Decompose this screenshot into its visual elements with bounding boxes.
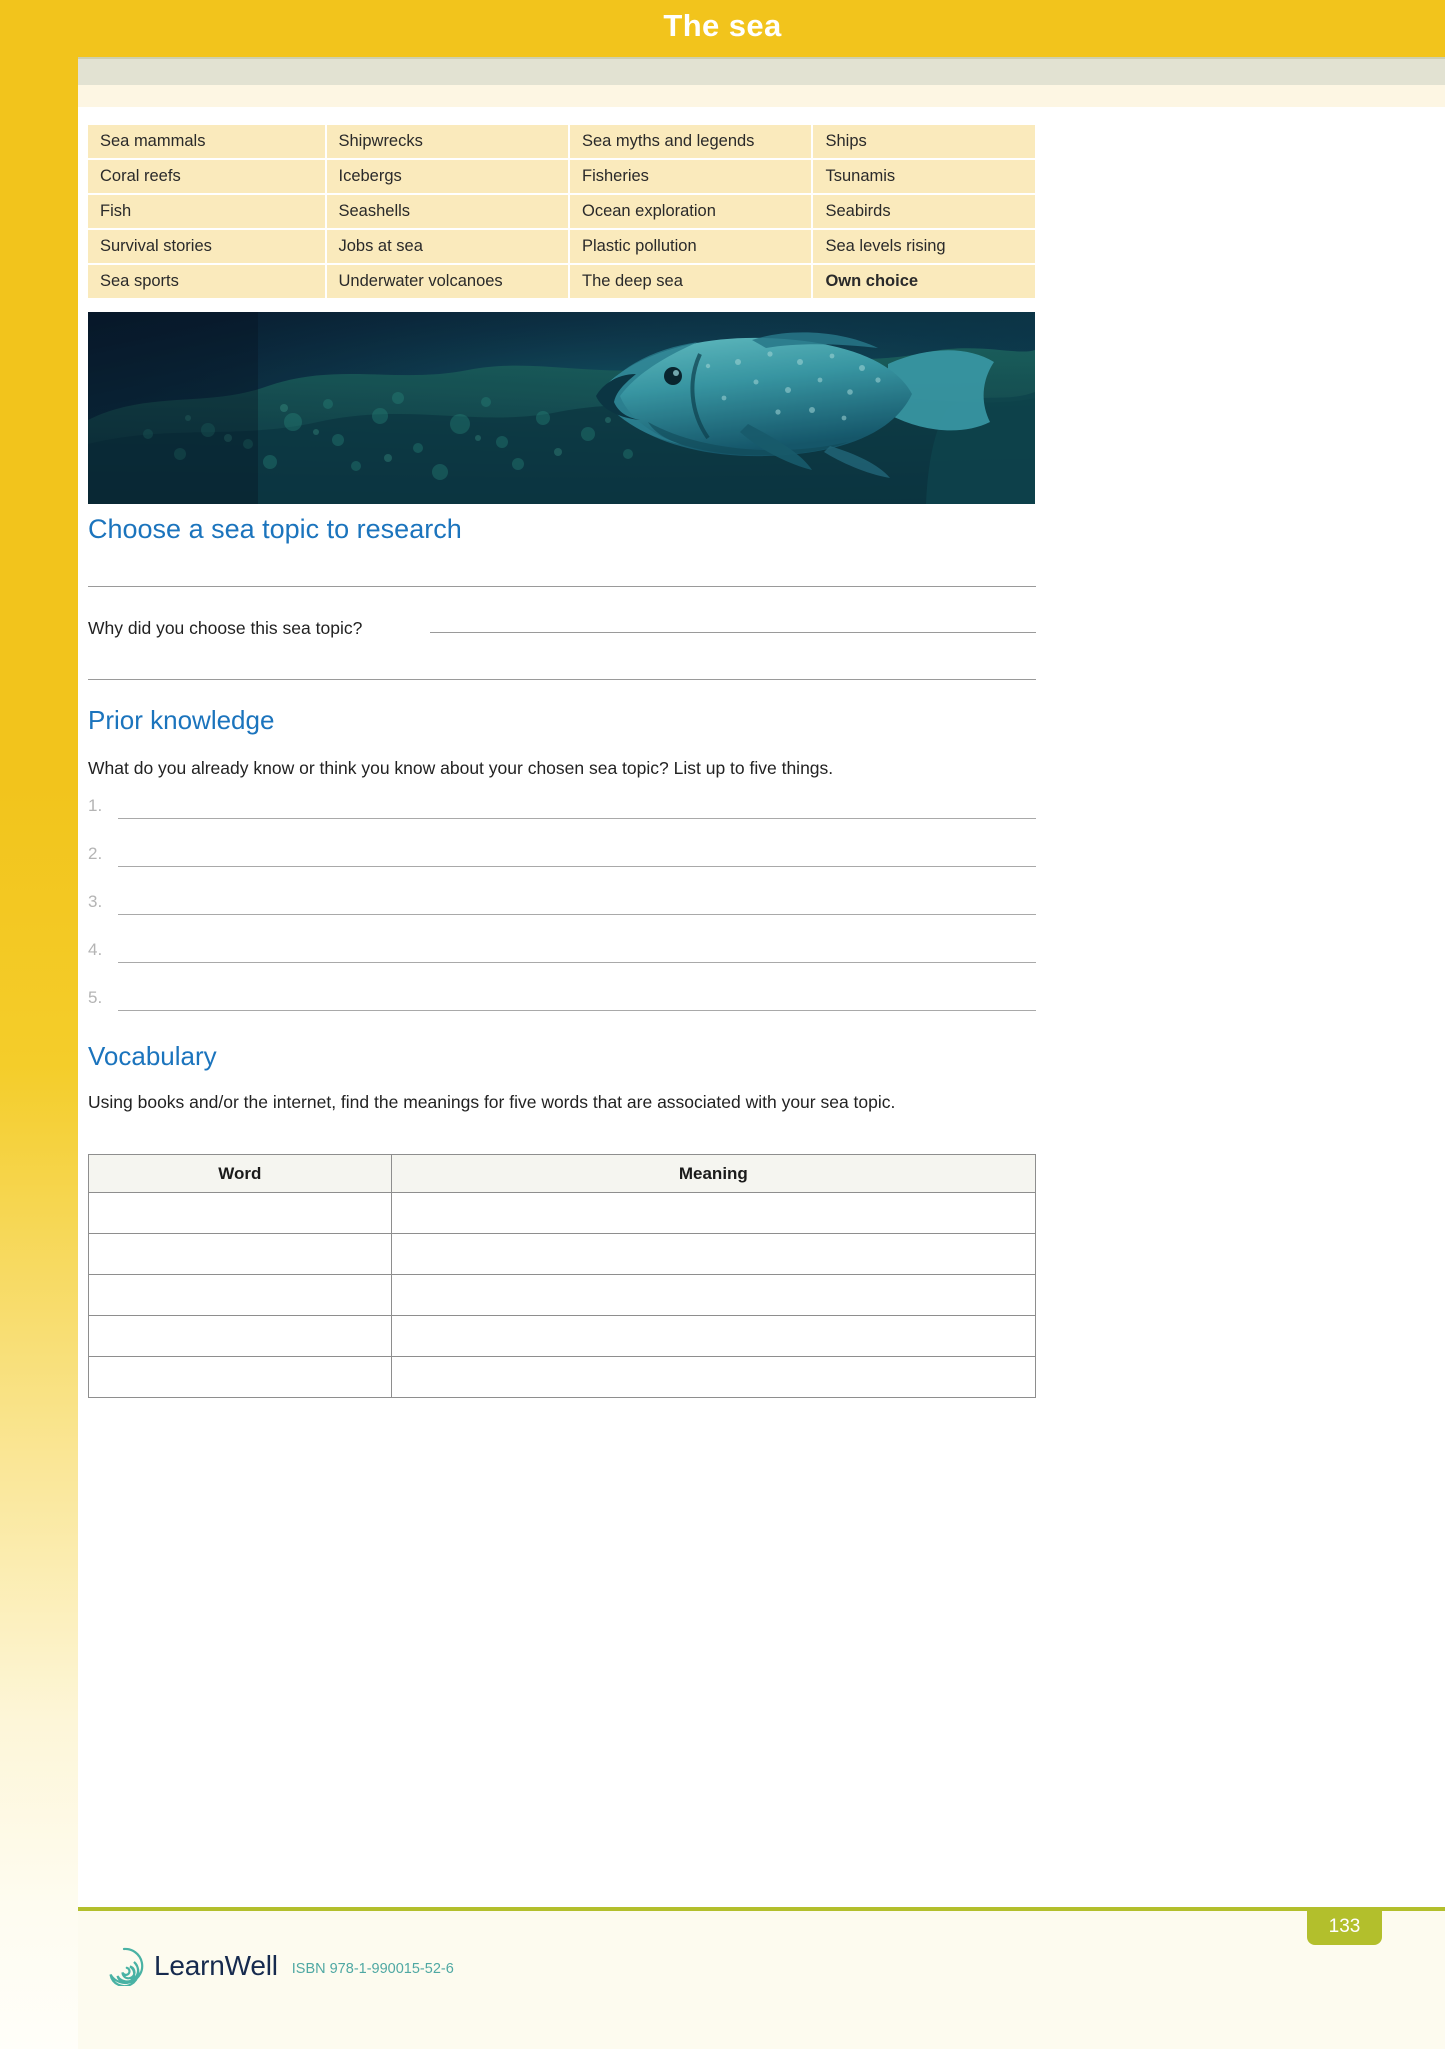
heading-vocabulary: Vocabulary xyxy=(88,1041,217,1071)
topic-cell[interactable]: Sea mammals xyxy=(88,125,325,158)
topic-cell[interactable]: Coral reefs xyxy=(88,160,325,193)
topic-cell[interactable]: Sea levels rising xyxy=(813,230,1035,263)
topic-cell[interactable]: Underwater volcanoes xyxy=(327,265,568,298)
topic-cell[interactable]: Seabirds xyxy=(813,195,1035,228)
topic-cell[interactable]: Survival stories xyxy=(88,230,325,263)
column-header-meaning: Meaning xyxy=(391,1155,1035,1193)
line-number: 1. xyxy=(88,796,103,815)
topic-row xyxy=(88,160,1035,193)
topic-cell[interactable]: Icebergs xyxy=(327,160,568,193)
topic-grid xyxy=(88,125,1035,300)
vocabulary-table xyxy=(88,1154,1036,1398)
answer-rule-inline[interactable] xyxy=(430,632,1036,633)
page-number-badge: 133 xyxy=(1307,1911,1382,1945)
topic-cell[interactable]: Fisheries xyxy=(570,160,811,193)
table-row xyxy=(89,1316,1036,1357)
vocabulary-word-cell[interactable] xyxy=(89,1234,392,1275)
question-why-chose-topic: Why did you choose this sea topic? xyxy=(88,618,363,638)
topic-cell[interactable]: Ships xyxy=(813,125,1035,158)
write-on-line[interactable] xyxy=(118,962,1036,963)
write-on-line[interactable] xyxy=(118,1010,1036,1011)
topic-cell[interactable]: Shipwrecks xyxy=(327,125,568,158)
write-on-line[interactable] xyxy=(118,914,1036,915)
topic-row xyxy=(88,125,1035,158)
topic-cell[interactable]: The deep sea xyxy=(570,265,811,298)
vocabulary-word-cell[interactable] xyxy=(89,1275,392,1316)
prior-knowledge-line[interactable] xyxy=(88,892,1036,940)
header-cream-strip xyxy=(78,85,1445,107)
page-title: The sea xyxy=(663,8,782,43)
hero-photo-underwater-fish xyxy=(88,312,1035,504)
prior-knowledge-line[interactable] xyxy=(88,988,1036,1036)
prior-knowledge-line[interactable] xyxy=(88,796,1036,844)
table-row xyxy=(89,1193,1036,1234)
vocabulary-meaning-cell[interactable] xyxy=(391,1193,1035,1234)
vocabulary-word-cell[interactable] xyxy=(89,1193,392,1234)
vocabulary-word-cell[interactable] xyxy=(89,1316,392,1357)
topic-cell[interactable]: Plastic pollution xyxy=(570,230,811,263)
prior-knowledge-line[interactable] xyxy=(88,844,1036,892)
prior-knowledge-line[interactable] xyxy=(88,940,1036,988)
prompt-prior-knowledge: What do you already know or think you know about your chosen sea topic? List up to five things. xyxy=(88,758,834,778)
topic-cell[interactable]: Sea sports xyxy=(88,265,325,298)
topic-cell[interactable]: Seashells xyxy=(327,195,568,228)
topic-cell[interactable]: Jobs at sea xyxy=(327,230,568,263)
topic-cell[interactable]: Fish xyxy=(88,195,325,228)
line-number: 2. xyxy=(88,844,103,863)
heading-prior-knowledge: Prior knowledge xyxy=(88,705,275,735)
vocabulary-meaning-cell[interactable] xyxy=(391,1316,1035,1357)
brand-block xyxy=(104,1946,454,1986)
write-on-line[interactable] xyxy=(118,866,1036,867)
topic-cell[interactable]: Sea myths and legends xyxy=(570,125,811,158)
isbn-text: ISBN 978-1-990015-52-6 xyxy=(291,1960,454,1977)
learnwell-spiral-logo-icon xyxy=(104,1946,144,1986)
topic-row xyxy=(88,265,1035,298)
table-header-row xyxy=(89,1155,1036,1193)
topic-row xyxy=(88,195,1035,228)
heading-choose-topic: Choose a sea topic to research xyxy=(88,514,462,544)
topic-row xyxy=(88,230,1035,263)
brand-name: LearnWell xyxy=(154,1950,278,1981)
line-number: 4. xyxy=(88,940,103,959)
vocabulary-meaning-cell[interactable] xyxy=(391,1357,1035,1398)
table-row xyxy=(89,1275,1036,1316)
topic-cell[interactable]: Own choice xyxy=(813,265,1035,298)
vocabulary-word-cell[interactable] xyxy=(89,1357,392,1398)
title-banner xyxy=(0,0,1445,57)
write-on-line[interactable] xyxy=(118,818,1036,819)
topic-cell[interactable]: Ocean exploration xyxy=(570,195,811,228)
table-row xyxy=(89,1234,1036,1275)
prompt-vocabulary: Using books and/or the internet, find the meanings for five words that are associated with your sea topic. xyxy=(88,1092,896,1112)
column-header-word: Word xyxy=(89,1155,392,1193)
topic-cell[interactable]: Tsunamis xyxy=(813,160,1035,193)
table-row xyxy=(89,1357,1036,1398)
vocabulary-meaning-cell[interactable] xyxy=(391,1275,1035,1316)
answer-rule-top[interactable] xyxy=(88,586,1036,587)
header-grey-strip xyxy=(78,57,1445,87)
answer-rule-bottom[interactable] xyxy=(88,679,1036,680)
left-yellow-band xyxy=(0,0,78,2049)
vocabulary-meaning-cell[interactable] xyxy=(391,1234,1035,1275)
line-number: 3. xyxy=(88,892,103,911)
line-number: 5. xyxy=(88,988,103,1007)
